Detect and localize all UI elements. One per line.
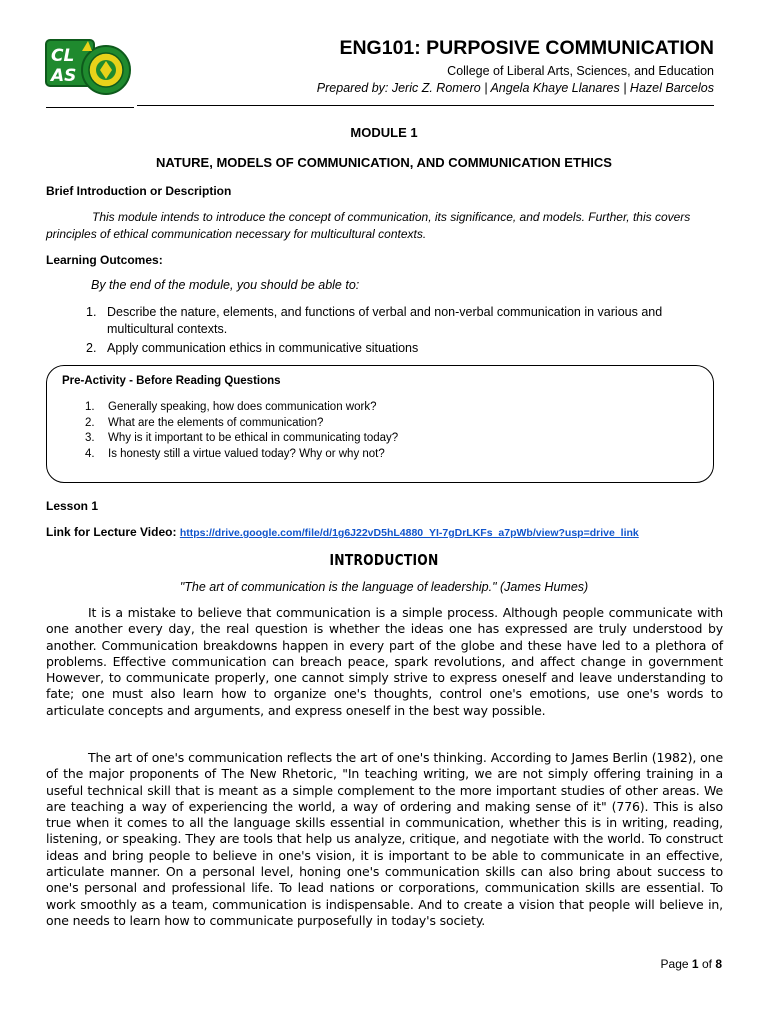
list-number: 2. (86, 341, 97, 355)
list-number: 1. (85, 401, 95, 413)
lecture-video-label: Link for Lecture Video: (46, 525, 177, 539)
svg-text:CL: CL (51, 46, 75, 66)
body-paragraph (46, 750, 723, 929)
introduction-heading: INTRODUCTION (329, 551, 439, 569)
course-title: ENG101: PURPOSIVE COMMUNICATION (339, 37, 714, 59)
header-divider (137, 105, 714, 106)
paragraph-text: The art of one's communication reflects the art of one's thinking. According to James Berlin (1982), one of the major proponents of The New Rhetoric, "In teaching writing, we are not simply offering training in a useful technical skill that is meant as a simple complement to the more important studies of other areas. We are teaching a way of experiencing the world, a way of ordering and making sense of it" (776). This is also true when it comes to all the language skills essential in communication, whether this is in writing, reading, listening, or speaking. They are tools that help us analyze, critique, and negotiate with the world. To construct ideas and bring people to believe in one's vision, it is important to be able to communicate in an effective, articulate manner. On a personal level, honing one's communication skills can also bring about success to one's personal and professional life. To lead nations or corporations, communication skills are essential. To work smoothly as a team, communication is indispensable. And to create a vision that people will believe in, one needs to learn how to communicate purposefully in today's society. (46, 750, 723, 928)
college-name: College of Liberal Arts, Sciences, and Education (447, 64, 714, 78)
list-number: 4. (85, 447, 95, 460)
list-text: Describe the nature, elements, and functions of verbal and non-verbal communication in various and multicultural contexts. (107, 305, 663, 336)
lecture-video-row (46, 525, 639, 539)
epigraph-quote: "The art of communication is the language of leadership." (James Humes) (179, 580, 589, 594)
brief-intro-text (46, 209, 714, 243)
list-text: Generally speaking, how does communication work? (108, 401, 377, 413)
list-item (85, 431, 398, 447)
list-item (85, 416, 398, 432)
learning-outcomes-list (86, 304, 716, 359)
list-text: Is honesty still a virtue valued today? Why or why not? (108, 447, 385, 460)
learning-outcomes-lead: By the end of the module, you should be able to: (91, 278, 360, 292)
body-paragraph (46, 605, 723, 719)
list-text: Apply communication ethics in communicative situations (107, 341, 419, 355)
svg-text:AS: AS (51, 66, 77, 86)
list-number: 1. (86, 305, 97, 319)
lecture-video-link[interactable]: https://drive.google.com/file/d/1g6J22vD5hL4880_YI-7gDrLKFs_a7pWb/view?usp=drive_link (179, 527, 639, 539)
paragraph-text: It is a mistake to believe that communication is a simple process. Although people communicate with one another every day, the real question is whether the ideas one has expressed are truly understood by another. Communication breakdowns happen in every part of the globe and these have led to a plethora of problems. Effective communication can breach peace, spark revolutions, and affect change in government However, to communicate properly, one cannot simply strive to express oneself and leave understanding to fate; one must also learn how to organize one's thoughts, control one's emotions, use one's words to articulate concepts and arguments, and express oneself in the best way possible. (46, 605, 723, 718)
learning-outcomes-heading: Learning Outcomes: (46, 253, 163, 267)
of-word: of (701, 957, 712, 971)
list-text: What are the elements of communication? (108, 416, 324, 429)
pre-activity-title: Pre-Activity - Before Reading Questions (62, 375, 281, 387)
page-word: Page (660, 957, 689, 971)
college-logo (44, 37, 134, 99)
list-item (86, 304, 716, 338)
list-item (86, 340, 716, 357)
list-item (85, 400, 398, 416)
list-text: Why is it important to be ethical in communicating today? (108, 432, 399, 444)
brief-intro-heading: Brief Introduction or Description (46, 184, 232, 198)
list-item (85, 447, 398, 463)
header-divider-short (46, 107, 134, 108)
list-number: 2. (85, 416, 95, 429)
page-number (661, 957, 722, 971)
page-current: 1 (691, 957, 699, 971)
brief-intro-body: This module intends to introduce the concept of communication, its significance, and models. Further, this covers principles of ethical communication necessary for multicultural contexts. (46, 210, 691, 241)
pre-activity-box (46, 365, 714, 483)
pre-activity-list (85, 400, 398, 462)
module-title: NATURE, MODELS OF COMMUNICATION, AND COMMUNICATION ETHICS (156, 155, 612, 170)
page-total: 8 (715, 957, 722, 971)
prepared-by: Prepared by: Jeric Z. Romero | Angela Khaye Llanares | Hazel Barcelos (316, 81, 714, 95)
module-label: MODULE 1 (350, 125, 418, 140)
list-number: 3. (85, 432, 95, 444)
lesson-label: Lesson 1 (46, 499, 99, 513)
